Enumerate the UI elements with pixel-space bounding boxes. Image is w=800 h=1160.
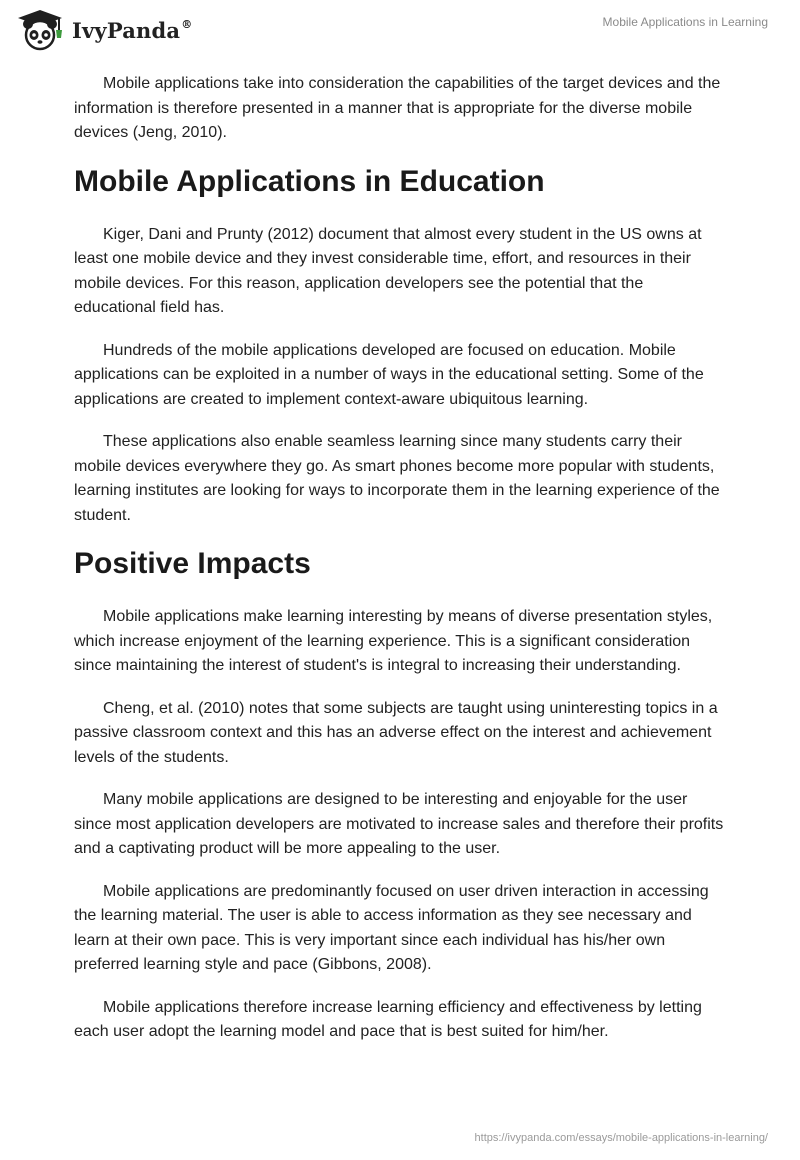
paragraph: Cheng, et al. (2010) notes that some subjects are taught using uninteresting topics in a passive classroom context and this has an adverse effect on the interest and achievement levels of the students. [74, 699, 718, 766]
paragraph: Mobile applications take into consideration the capabilities of the target devices and the information is therefore presented in a manner that is appropriate for the diverse mobile devices (Jeng, 2010). [74, 75, 721, 141]
paragraph: Hundreds of the mobile applications developed are focused on education. Mobile applications can be exploited in a number of ways in the educational setting. Some of the applications are created to implement context-aware ubiquitous learning. [74, 341, 704, 408]
paragraph: These applications also enable seamless learning since many students carry their mobile devices everywhere they go. As smart phones become more popular with students, learning institutes are looking for ways to incorporate them in the learning experience of the student. [74, 433, 720, 524]
paragraph: Mobile applications therefore increase learning efficiency and effectiveness by letting each user adopt the learning model and pace that is best suited for him/her. [74, 998, 702, 1040]
heading-positive-impacts: Positive Impacts [74, 547, 311, 580]
page-title: Mobile Applications in Learning [602, 15, 768, 29]
source-url[interactable]: https://ivypanda.com/essays/mobile-applications-in-learning/ [474, 1132, 768, 1144]
paragraph: Many mobile applications are designed to be interesting and enjoyable for the user since most application developers are motivated to increase sales and therefore their profits and a captivating product will be more appealing to the user. [74, 791, 724, 857]
ivypanda-logo[interactable] [14, 8, 192, 52]
paragraph: Mobile applications are predominantly focused on user driven interaction in accessing the learning material. The user is able to access information as they see necessary and learn at their own pace. This is very important since each individual has his/her own preferred learning style and pace (Gibbons, 2008). [74, 882, 709, 973]
paragraph: Kiger, Dani and Prunty (2012) document that almost every student in the US owns at least one mobile device and they invest considerable time, effort, and resources in their mobile devices. For this reason, application developers see the potential that the educational field has. [74, 225, 702, 316]
paragraph: Mobile applications make learning interesting by means of diverse presentation styles, which increase enjoyment of the learning experience. This is a significant consideration since maintaining the interest of student's is integral to increasing their understanding. [74, 608, 713, 674]
heading-mobile-applications-in-education: Mobile Applications in Education [74, 164, 545, 198]
article-body [74, 72, 726, 1063]
panda-graduate-icon [14, 8, 66, 52]
page-header [0, 0, 800, 60]
logo-text: IvyPanda® [72, 17, 193, 43]
